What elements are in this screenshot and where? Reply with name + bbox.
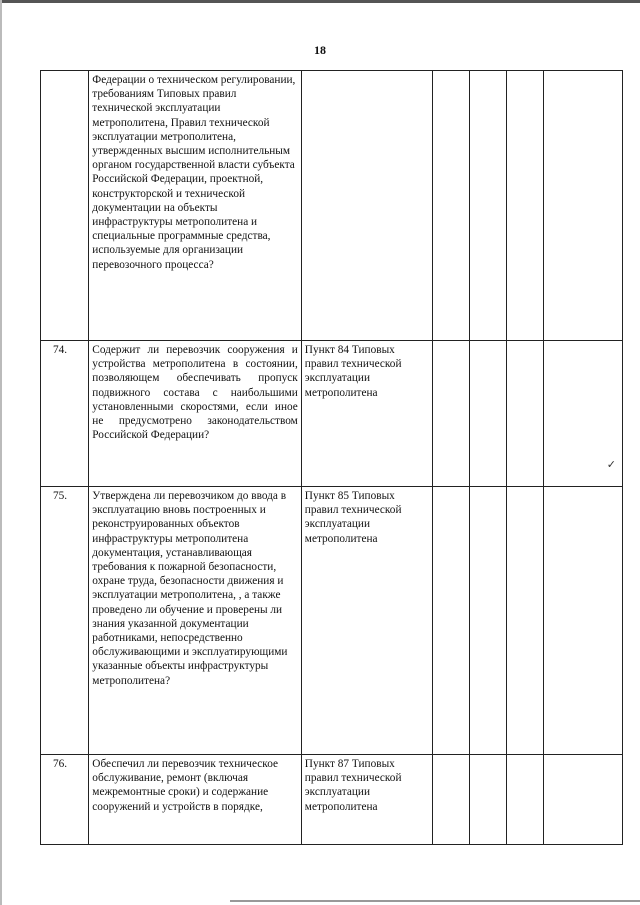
- scan-edge-left: [0, 0, 2, 905]
- answer-na-cell: [507, 755, 544, 845]
- reference-text: Пункт 85 Типовых правил технической эксплуатации метрополитена: [301, 487, 433, 755]
- reference-text: [301, 71, 433, 341]
- table-row: [41, 487, 623, 755]
- question-text: Содержит ли перевозчик сооружения и устройства метрополитена в состоянии, позволяющем обеспечивать пропуск подвижного состава с наибольшими установленными скоростями, если иное не предусмотрено законодательством Российской Федерации?: [89, 341, 302, 487]
- answer-yes-cell: [433, 487, 469, 755]
- answer-no-cell: [469, 487, 506, 755]
- table-row: [41, 71, 623, 341]
- page-number: 18: [314, 43, 326, 57]
- answer-na-cell: [507, 71, 544, 341]
- row-number: 75.: [41, 487, 89, 755]
- row-number: [41, 71, 89, 341]
- table-row: [41, 755, 623, 845]
- notes-cell: [544, 71, 623, 341]
- answer-yes-cell: [433, 71, 469, 341]
- answer-no-cell: [469, 71, 506, 341]
- scan-edge-bottom: [230, 900, 640, 902]
- question-text: Утверждена ли перевозчиком до ввода в эксплуатацию вновь построенных и реконструированных объектов инфраструктуры метрополитена документация, устанавливающая требования к пожарной безопасности, охране труда, безопасности движения и эксплуатации метрополитена, , а также проведено ли обучение и проверены ли знания указанной документации работниками, непосредственно обслуживающими и эксплуатирующими указанные объекты инфраструктуры метрополитена?: [89, 487, 302, 755]
- answer-no-cell: [469, 341, 506, 487]
- reference-text: Пункт 84 Типовых правил технической эксплуатации метрополитена: [301, 341, 433, 487]
- question-text: Обеспечил ли перевозчик техническое обслуживание, ремонт (включая межремонтные сроки) и содержание сооружений и устройств в порядке,: [89, 755, 302, 845]
- answer-na-cell: [507, 487, 544, 755]
- scan-edge-top: [0, 0, 640, 3]
- row-number: 76.: [41, 755, 89, 845]
- checklist-table: [40, 70, 623, 845]
- checklist-table-wrap: [40, 70, 623, 845]
- answer-yes-cell: [433, 341, 469, 487]
- row-number: 74.: [41, 341, 89, 487]
- answer-no-cell: [469, 755, 506, 845]
- answer-na-cell: [507, 341, 544, 487]
- answer-yes-cell: [433, 755, 469, 845]
- table-row: [41, 341, 623, 487]
- notes-cell: [544, 487, 623, 755]
- question-text: Федерации о техническом регулировании, требованиям Типовых правил технической эксплуатации метрополитена, Правил технической эксплуатации метрополитена, утвержденных высшим исполнительным органом государственной власти субъекта Российской Федерации, проектной, конструкторской и технической документации на объекты инфраструктуры метрополитена и специальные программные средства, используемые для организации перевозочного процесса?: [89, 71, 302, 341]
- notes-cell: [544, 341, 623, 487]
- notes-cell: [544, 755, 623, 845]
- check-mark-icon: ✓: [606, 458, 616, 471]
- reference-text: Пункт 87 Типовых правил технической эксплуатации метрополитена: [301, 755, 433, 845]
